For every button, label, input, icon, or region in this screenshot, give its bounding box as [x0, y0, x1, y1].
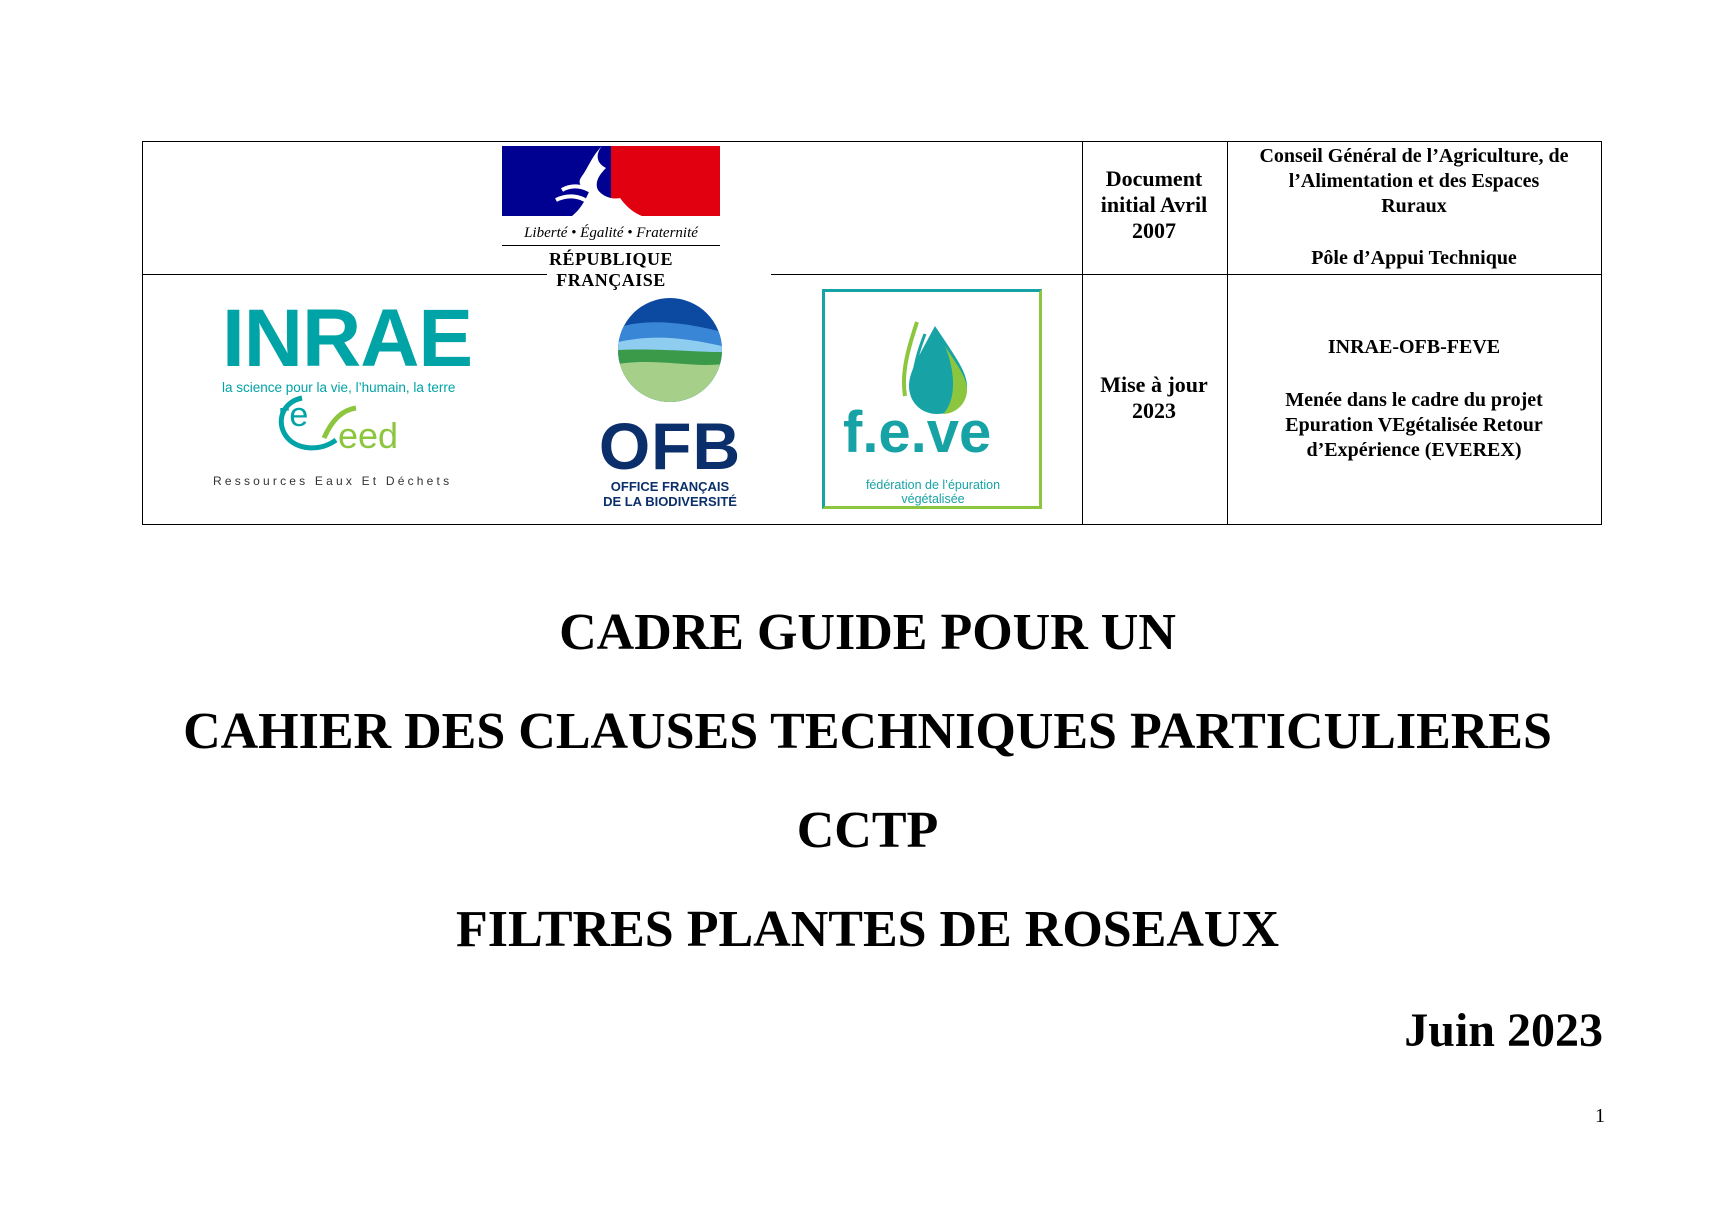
partners-label: INRAE-OFB-FEVE [1327, 336, 1501, 358]
republique-motto: Liberté • Égalité • Fraternité [524, 225, 698, 241]
ofb-subtitle-line: OFFICE FRANÇAIS [610, 479, 730, 494]
feve-wordmark [843, 400, 992, 465]
pole-label: Pôle d’Appui Technique [1311, 247, 1517, 269]
project-line: Epuration VEgétalisée Retour [1285, 414, 1543, 436]
row-divider [143, 274, 547, 275]
republique-francaise-logo [502, 146, 720, 290]
project-line: Menée dans le cadre du projet [1285, 389, 1543, 411]
marianne-icon [502, 146, 720, 216]
update-cell [1082, 372, 1226, 424]
project-line: d’Expérience (EVEREX) [1306, 439, 1522, 461]
doc-initial-line: Document [1105, 166, 1203, 191]
title-line-1: CADRE GUIDE POUR UN [559, 604, 1176, 661]
organisation-cell [1228, 144, 1600, 271]
doc-initial-line: initial Avril [1100, 192, 1208, 217]
org-line: Ruraux [1381, 195, 1447, 217]
feve-word: f.e.ve [843, 400, 992, 465]
feve-logo [822, 289, 1042, 509]
reseed-subtitle: Ressources Eaux Et Déchets [213, 474, 453, 488]
update-line: Mise à jour [1100, 372, 1208, 397]
inrae-logo [222, 293, 482, 396]
ofb-globe-icon [585, 298, 755, 406]
doc-initial-line: 2007 [1132, 218, 1176, 243]
inrae-tagline: la science pour la vie, l’humain, la terre [222, 380, 456, 395]
reseed-icon [272, 390, 422, 460]
feve-subtitle: fédération de l’épuration végétalisée [865, 478, 1001, 506]
ofb-subtitle-line: DE LA BIODIVERSITÉ [603, 494, 737, 509]
logo-divider [502, 245, 720, 246]
reseed-logo [272, 390, 422, 460]
ofb-wordmark: OFB [598, 409, 742, 483]
row-divider [771, 274, 1601, 275]
svg-text:eed: eed [338, 415, 399, 456]
update-line: 2023 [1132, 398, 1176, 423]
project-cell [1228, 335, 1600, 463]
org-line: l’Alimentation et des Espaces [1288, 170, 1540, 192]
title-line-2: CAHIER DES CLAUSES TECHNIQUES PARTICULIERES [183, 703, 1552, 760]
inrae-wordmark: INRAE [222, 293, 473, 384]
ofb-logo [585, 298, 755, 508]
title-line-3: CCTP [796, 802, 939, 859]
title-line-4: FILTRES PLANTES DE ROSEAUX [455, 901, 1280, 958]
document-initial-cell [1082, 166, 1226, 244]
page-number: 1 [1595, 1105, 1605, 1127]
svg-text:re: re [278, 396, 309, 434]
org-line: Conseil Général de l’Agriculture, de [1259, 145, 1569, 167]
republique-name: RÉPUBLIQUE FRANÇAISE [548, 249, 674, 290]
document-date: Juin 2023 [1404, 1004, 1603, 1057]
